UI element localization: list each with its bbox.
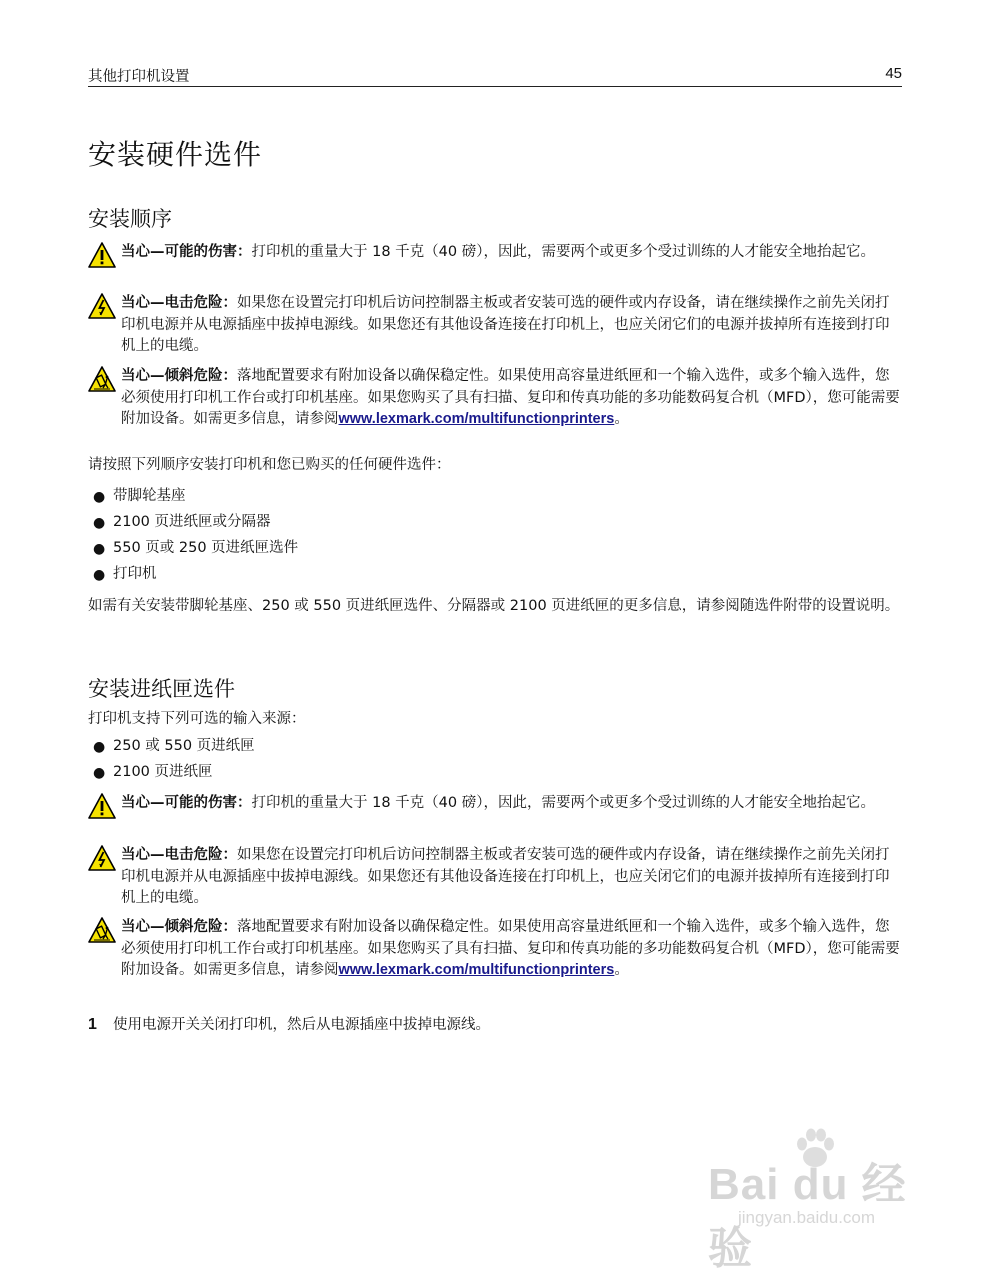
section-heading-tray-options: 安装进纸匣选件	[88, 677, 235, 701]
section-heading-install-order: 安装顺序	[88, 207, 172, 231]
list-item: ● 带脚轮基座	[93, 488, 186, 505]
caution-label: 当心—电击危险：	[121, 847, 237, 863]
caution-label: 当心—可能的伤害：	[121, 244, 252, 260]
step-1	[88, 1013, 490, 1034]
page-title: 安装硬件选件	[88, 138, 263, 171]
watermark-url: jingyan.baidu.com	[738, 1208, 876, 1227]
watermark-brand: Bai du 经验	[708, 1160, 907, 1273]
caution-injury	[88, 793, 902, 815]
install-order-list	[88, 486, 298, 590]
caution-tipping	[88, 366, 902, 431]
page-header	[88, 60, 902, 87]
caution-text: 落地配置要求有附加设备以确保稳定性。如果使用高容量进纸匣和一个输入选件，或多个输入选件，您必须使用打印机工作台或打印机基座。如果您购买了具有扫描、复印和传真功能的多功能数码复合机（MFD），您可能需要附加设备。如需更多信息，请参阅	[121, 919, 900, 978]
install-order-intro: 请按照下列顺序安装打印机和您已购买的任何硬件选件：	[88, 457, 451, 473]
input-sources-list	[88, 736, 255, 788]
list-item: ● 550 页或 250 页进纸匣选件	[93, 540, 299, 557]
caution-text-end: 。	[614, 411, 629, 427]
list-item: ● 250 或 550 页进纸匣	[93, 738, 255, 755]
caution-label: 当心—电击危险：	[121, 295, 237, 311]
page-number: 45	[885, 65, 902, 82]
step-number: 1	[88, 1016, 97, 1033]
caution-text: 打印机的重量大于 18 千克（40 磅），因此，需要两个或更多个受过训练的人才能安全地抬起它。	[251, 244, 875, 260]
caution-label: 当心—可能的伤害：	[121, 795, 252, 811]
caution-shock	[88, 845, 902, 910]
install-note: 如需有关安装带脚轮基座、250 或 550 页进纸匣选件、分隔器或 2100 页进纸匣的更多信息，请参阅随选件附带的设置说明。	[88, 598, 900, 614]
shock-hazard-icon	[88, 845, 116, 871]
baidu-jingyan-watermark	[698, 1130, 938, 1273]
input-sources-intro: 打印机支持下列可选的输入来源：	[88, 711, 306, 727]
tipping-hazard-icon	[88, 366, 116, 392]
list-item: ● 2100 页进纸匣或分隔器	[93, 514, 271, 531]
caution-icon	[88, 242, 116, 268]
caution-injury	[88, 242, 902, 264]
caution-text: 如果您在设置完打印机后访问控制器主板或者安装可选的硬件或内存设备，请在继续操作之前先关闭打印机电源并从电源插座中拔掉电源线。如果您还有其他设备连接在打印机上，也应关闭它们的电源并拔掉所有连接到打印机上的电缆。	[121, 847, 890, 906]
step-text: 使用电源开关关闭打印机，然后从电源插座中拔掉电源线。	[113, 1017, 490, 1033]
caution-text-end: 。	[614, 962, 629, 978]
caution-tipping	[88, 917, 902, 982]
caution-icon	[88, 793, 116, 819]
list-item: ● 2100 页进纸匣	[93, 764, 213, 781]
list-item: ● 打印机	[93, 566, 157, 583]
shock-hazard-icon	[88, 293, 116, 319]
tipping-hazard-icon	[88, 917, 116, 943]
header-section-title: 其他打印机设置	[88, 69, 190, 85]
multifunction-printers-link[interactable]: www.lexmark.com/multifunctionprinters	[338, 411, 615, 427]
caution-label: 当心—倾斜危险：	[121, 919, 237, 935]
caution-text: 打印机的重量大于 18 千克（40 磅），因此，需要两个或更多个受过训练的人才能安全地抬起它。	[251, 795, 875, 811]
caution-text: 落地配置要求有附加设备以确保稳定性。如果使用高容量进纸匣和一个输入选件，或多个输入选件，您必须使用打印机工作台或打印机基座。如果您购买了具有扫描、复印和传真功能的多功能数码复合机（MFD），您可能需要附加设备。如需更多信息，请参阅	[121, 368, 900, 427]
caution-shock	[88, 293, 902, 358]
caution-text: 如果您在设置完打印机后访问控制器主板或者安装可选的硬件或内存设备，请在继续操作之前先关闭打印机电源并从电源插座中拔掉电源线。如果您还有其他设备连接在打印机上，也应关闭它们的电源并拔掉所有连接到打印机上的电缆。	[121, 295, 890, 354]
caution-label: 当心—倾斜危险：	[121, 368, 237, 384]
multifunction-printers-link[interactable]: www.lexmark.com/multifunctionprinters	[338, 962, 615, 978]
